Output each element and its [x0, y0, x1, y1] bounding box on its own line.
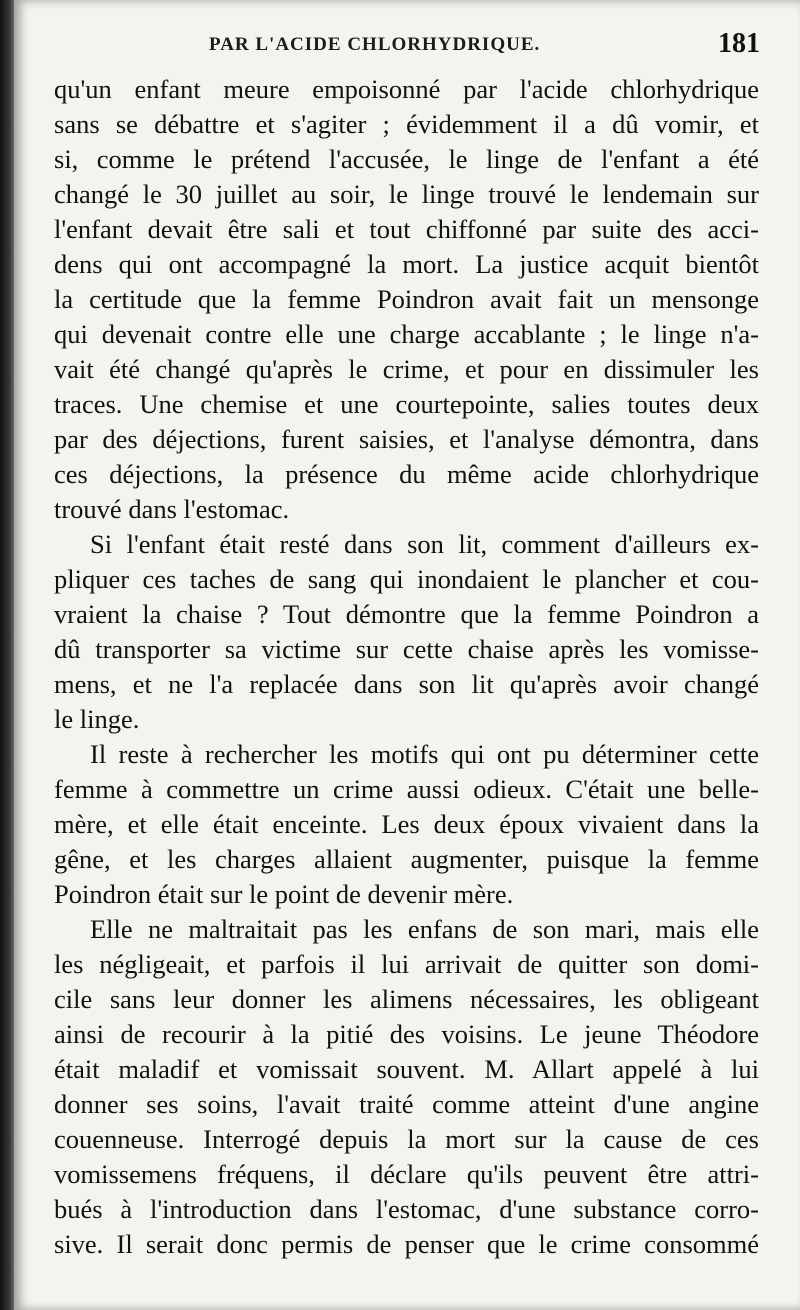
text-line: l'enfant devait être sali et tout chiffonné par suite des acci-	[54, 214, 759, 244]
text-line: Si l'enfant était resté dans son lit, comment d'ailleurs ex-	[90, 529, 759, 559]
text-line: Elle ne maltraitait pas les enfans de son mari, mais elle	[90, 914, 759, 944]
text-line: trouvé dans l'estomac.	[54, 494, 290, 524]
book-page	[14, 0, 800, 1310]
text-line: changé le 30 juillet au soir, le linge trouvé le lendemain sur	[54, 179, 759, 209]
text-line: femme à commettre un crime aussi odieux. C'était une belle-	[54, 774, 759, 804]
text-line: était maladif et vomissait souvent. M. Allart appelé à lui	[54, 1054, 759, 1084]
text-line: pliquer ces taches de sang qui inondaient le plancher et cou-	[54, 564, 759, 594]
text-line: dens qui ont accompagné la mort. La justice acquit bientôt	[54, 249, 759, 279]
text-line: gêne, et les charges allaient augmenter, puisque la femme	[54, 844, 759, 874]
text-line: donner ses soins, l'avait traité comme atteint d'une angine	[54, 1089, 759, 1119]
text-line: qui devenait contre elle une charge accablante ; le linge n'a-	[54, 319, 759, 349]
text-line: cile sans leur donner les alimens nécessaires, les obligeant	[54, 984, 759, 1014]
scan-shadow-edge	[0, 0, 14, 1310]
text-line: qu'un enfant meure empoisonné par l'acide chlorhydrique	[54, 74, 759, 104]
text-line: les négligeait, et parfois il lui arrivait de quitter son domi-	[54, 949, 759, 979]
text-line: mère, et elle était enceinte. Les deux époux vivaient dans la	[54, 809, 759, 839]
text-line: si, comme le prétend l'accusée, le linge de l'enfant a été	[54, 144, 759, 174]
text-line: vraient la chaise ? Tout démontre que la femme Poindron a	[54, 599, 759, 629]
text-line: Poindron était sur le point de devenir mère.	[54, 879, 514, 909]
text-line: ces déjections, la présence du même acide chlorhydrique	[54, 459, 759, 489]
text-line: mens, et ne l'a replacée dans son lit qu'après avoir changé	[54, 669, 759, 699]
text-line: par des déjections, furent saisies, et l'analyse démontra, dans	[54, 424, 759, 454]
text-line: Il reste à rechercher les motifs qui ont pu déterminer cette	[90, 739, 759, 769]
text-line: la certitude que la femme Poindron avait fait un mensonge	[54, 284, 759, 314]
text-line: traces. Une chemise et une courtepointe, salies toutes deux	[54, 389, 759, 419]
text-line: dû transporter sa victime sur cette chaise après les vomisse-	[54, 634, 759, 664]
text-line: le linge.	[54, 704, 140, 734]
text-line: sive. Il serait donc permis de penser que le crime consommé	[54, 1229, 759, 1259]
text-line: ainsi de recourir à la pitié des voisins. Le jeune Théodore	[54, 1019, 759, 1049]
text-line: bués à l'introduction dans l'estomac, d'une substance corro-	[54, 1194, 759, 1224]
text-line: sans se débattre et s'agiter ; évidemment il a dû vomir, et	[54, 109, 759, 139]
text-line: vomissemens fréquens, il déclare qu'ils peuvent être attri-	[54, 1159, 759, 1189]
text-line: couenneuse. Interrogé depuis la mort sur la cause de ces	[54, 1124, 759, 1154]
body-text	[54, 72, 759, 1262]
page-number: 181	[718, 28, 760, 59]
running-head: PAR L'ACIDE CHLORHYDRIQUE.	[209, 34, 541, 55]
text-line: vait été changé qu'après le crime, et pour en dissimuler les	[54, 354, 759, 384]
